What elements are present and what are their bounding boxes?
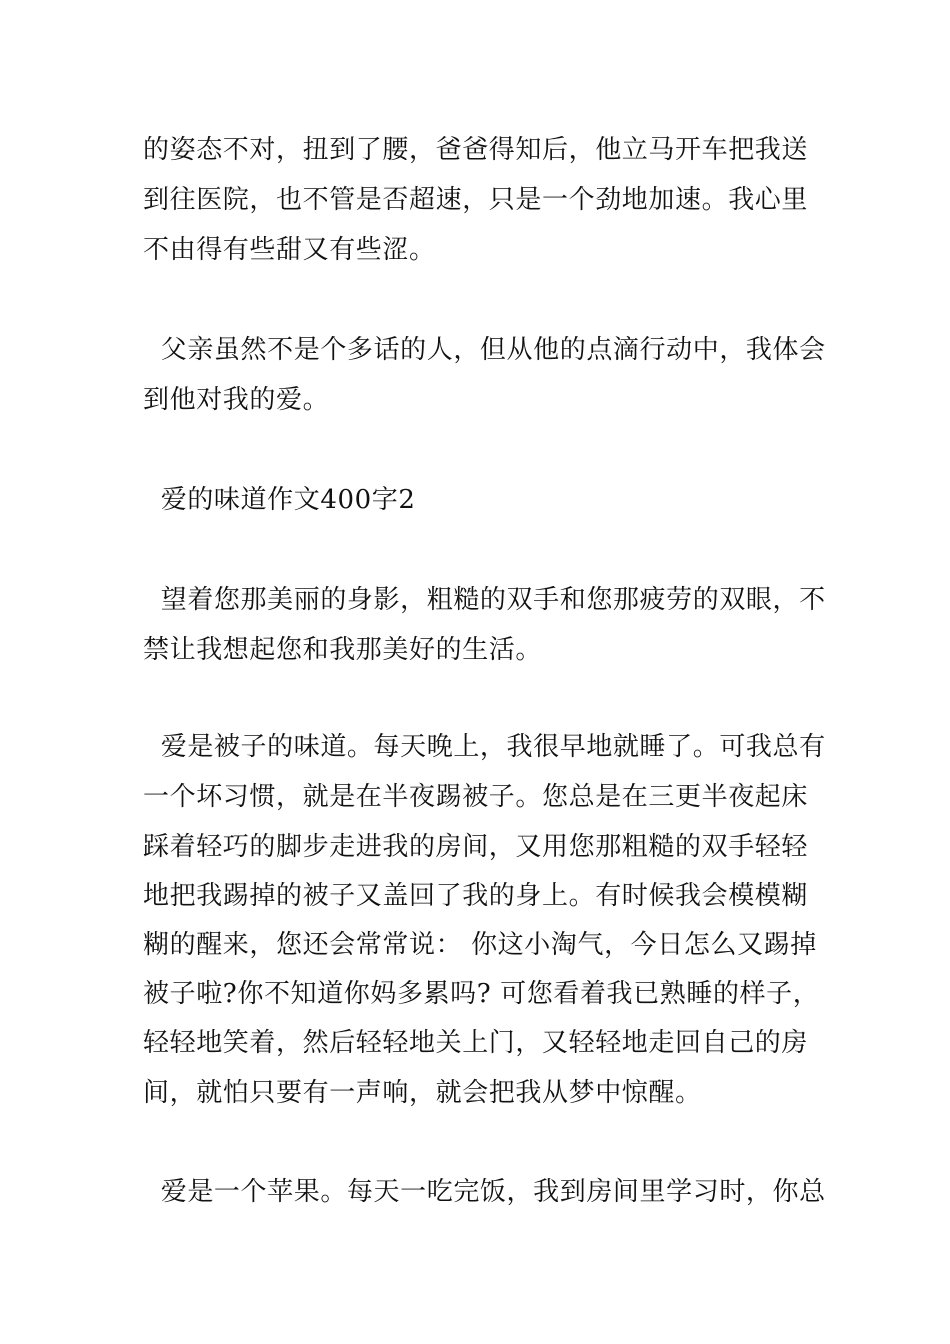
text-line: 一个坏习惯，就是在半夜踢被子。您总是在三更半夜起床 xyxy=(143,782,809,812)
text-line: 望着您那美丽的身影，粗糙的双手和您那疲劳的双眼，不 xyxy=(143,585,826,615)
text-line: 父亲虽然不是个多话的人，但从他的点滴行动中，我体会 xyxy=(143,335,826,365)
text-line: 的姿态不对，扭到了腰，爸爸得知后，他立马开车把我送 xyxy=(143,135,809,165)
text-line: 爱是一个苹果。每天一吃完饭，我到房间里学习时，你总 xyxy=(143,1177,826,1207)
text-line: 轻轻地笑着，然后轻轻地关上门，又轻轻地走回自己的房 xyxy=(143,1028,809,1058)
text-line: 踩着轻巧的脚步走进我的房间，又用您那粗糙的双手轻轻 xyxy=(143,832,809,862)
text-line: 爱是被子的味道。每天晚上，我很早地就睡了。可我总有 xyxy=(143,732,826,762)
text-line: 禁让我想起您和我那美好的生活。 xyxy=(143,635,543,665)
text-line: 不由得有些甜又有些涩。 xyxy=(143,235,436,265)
text-line: 间，就怕只要有一声响，就会把我从梦中惊醒。 xyxy=(143,1078,702,1108)
section-heading: 爱的味道作文400字2 xyxy=(143,485,416,515)
text-line: 被子啦?你不知道你妈多累吗? 可您看着我已熟睡的样子， xyxy=(143,979,820,1009)
text-line: 地把我踢掉的被子又盖回了我的身上。有时候我会模模糊 xyxy=(143,881,809,911)
text-line: 到往医院，也不管是否超速，只是一个劲地加速。我心里 xyxy=(143,185,809,215)
text-line: 到他对我的爱。 xyxy=(143,385,330,415)
text-line: 糊的醒来，您还会常常说： 你这小淘气，今日怎么又踢掉 xyxy=(143,930,817,960)
